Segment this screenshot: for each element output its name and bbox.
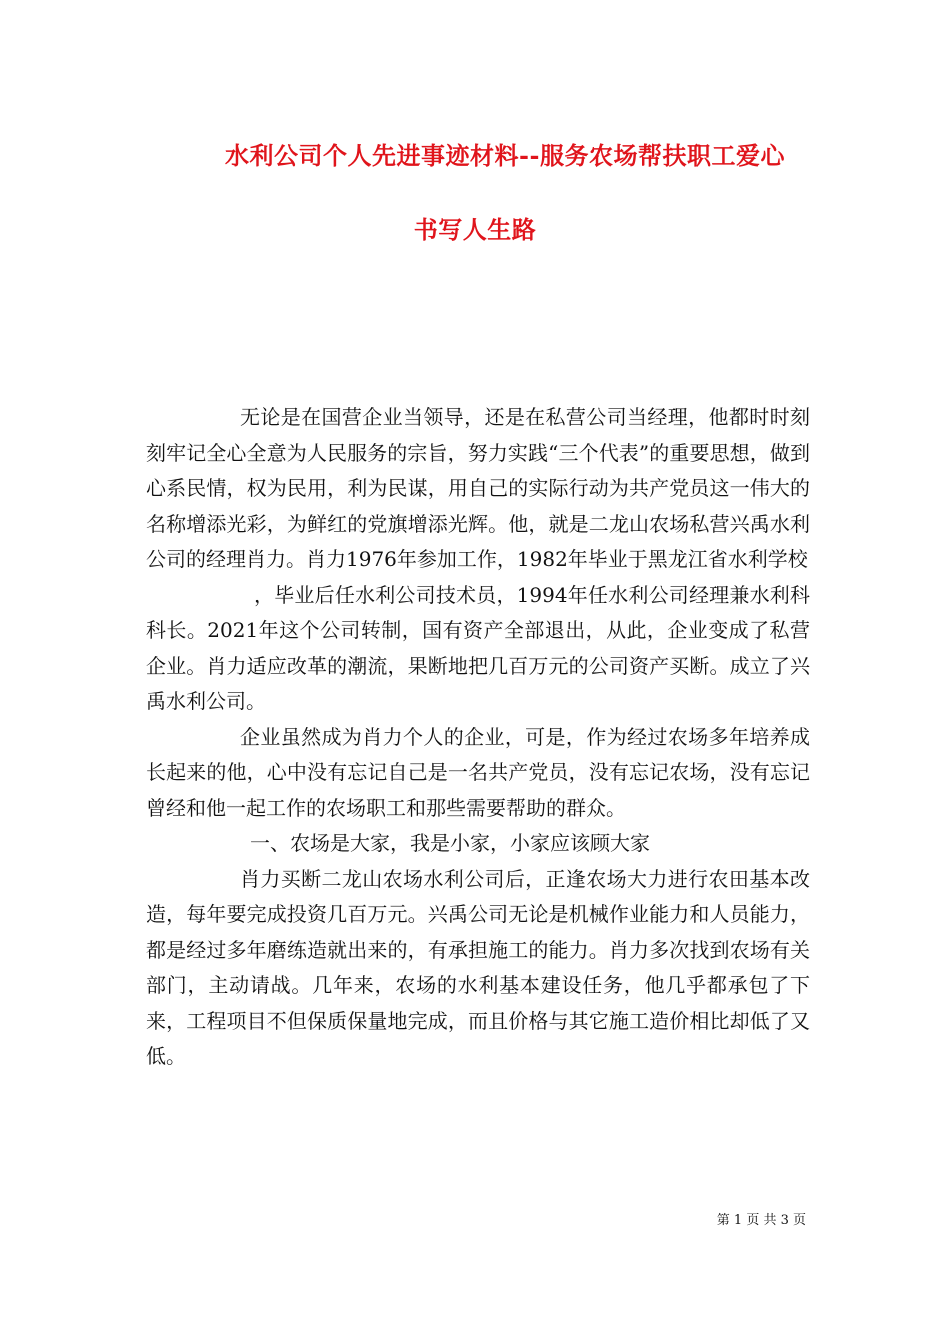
section-heading-1: 一、农场是大家，我是小家，小家应该顾大家 bbox=[250, 831, 650, 855]
document-title-line-1: 水利公司个人先进事迹材料--服务农场帮扶职工爱心 bbox=[225, 141, 785, 170]
paragraph-construction: 肖力买断二龙山农场水利公司后，正逢农场大力进行农田基本改造，每年要完成投资几百万元。兴禹公司无论是机械作业能力和人员能力，都是经过多年磨练造就出来的，有承担施工的能力。肖力多次找到农场有关部门，主动请战。几年来，农场的水利基本建设任务，他几乎都承包了下来，工程项目不但保质保量地完成，而且价格与其它施工造价相比却低了又低。 bbox=[146, 866, 810, 1068]
document-title-line-2: 书写人生路 bbox=[413, 215, 537, 244]
paragraph-career: ，毕业后任水利公司技术员，1994年任水利公司经理兼水利科科长。2021年这个公司转制，国有资产全部退出，从此，企业变成了私营企业。肖力适应改革的潮流，果断地把几百万元的公司资产买断。成立了兴禹水利公司。 bbox=[146, 582, 810, 713]
paragraph-intro: 无论是在国营企业当领导，还是在私营公司当经理，他都时时刻刻牢记全心全意为人民服务的宗旨，努力实践“三个代表”的重要思想，做到心系民情，权为民用，利为民谋，用自己的实际行动为共产党员这一伟大的名称增添光彩，为鲜红的党旗增添光辉。他，就是二龙山农场私营兴禹水利公司的经理肖力。肖力1976年参加工作，1982年毕业于黑龙江省水利学校 bbox=[146, 405, 810, 571]
page-number: 第 1 页 共 3 页 bbox=[716, 1213, 806, 1228]
paragraph-commitment: 企业虽然成为肖力个人的企业，可是，作为经过农场多年培养成长起来的他，心中没有忘记自己是一名共产党员，没有忘记农场，没有忘记曾经和他一起工作的农场职工和那些需要帮助的群众。 bbox=[146, 724, 810, 820]
document-body bbox=[146, 400, 810, 1075]
